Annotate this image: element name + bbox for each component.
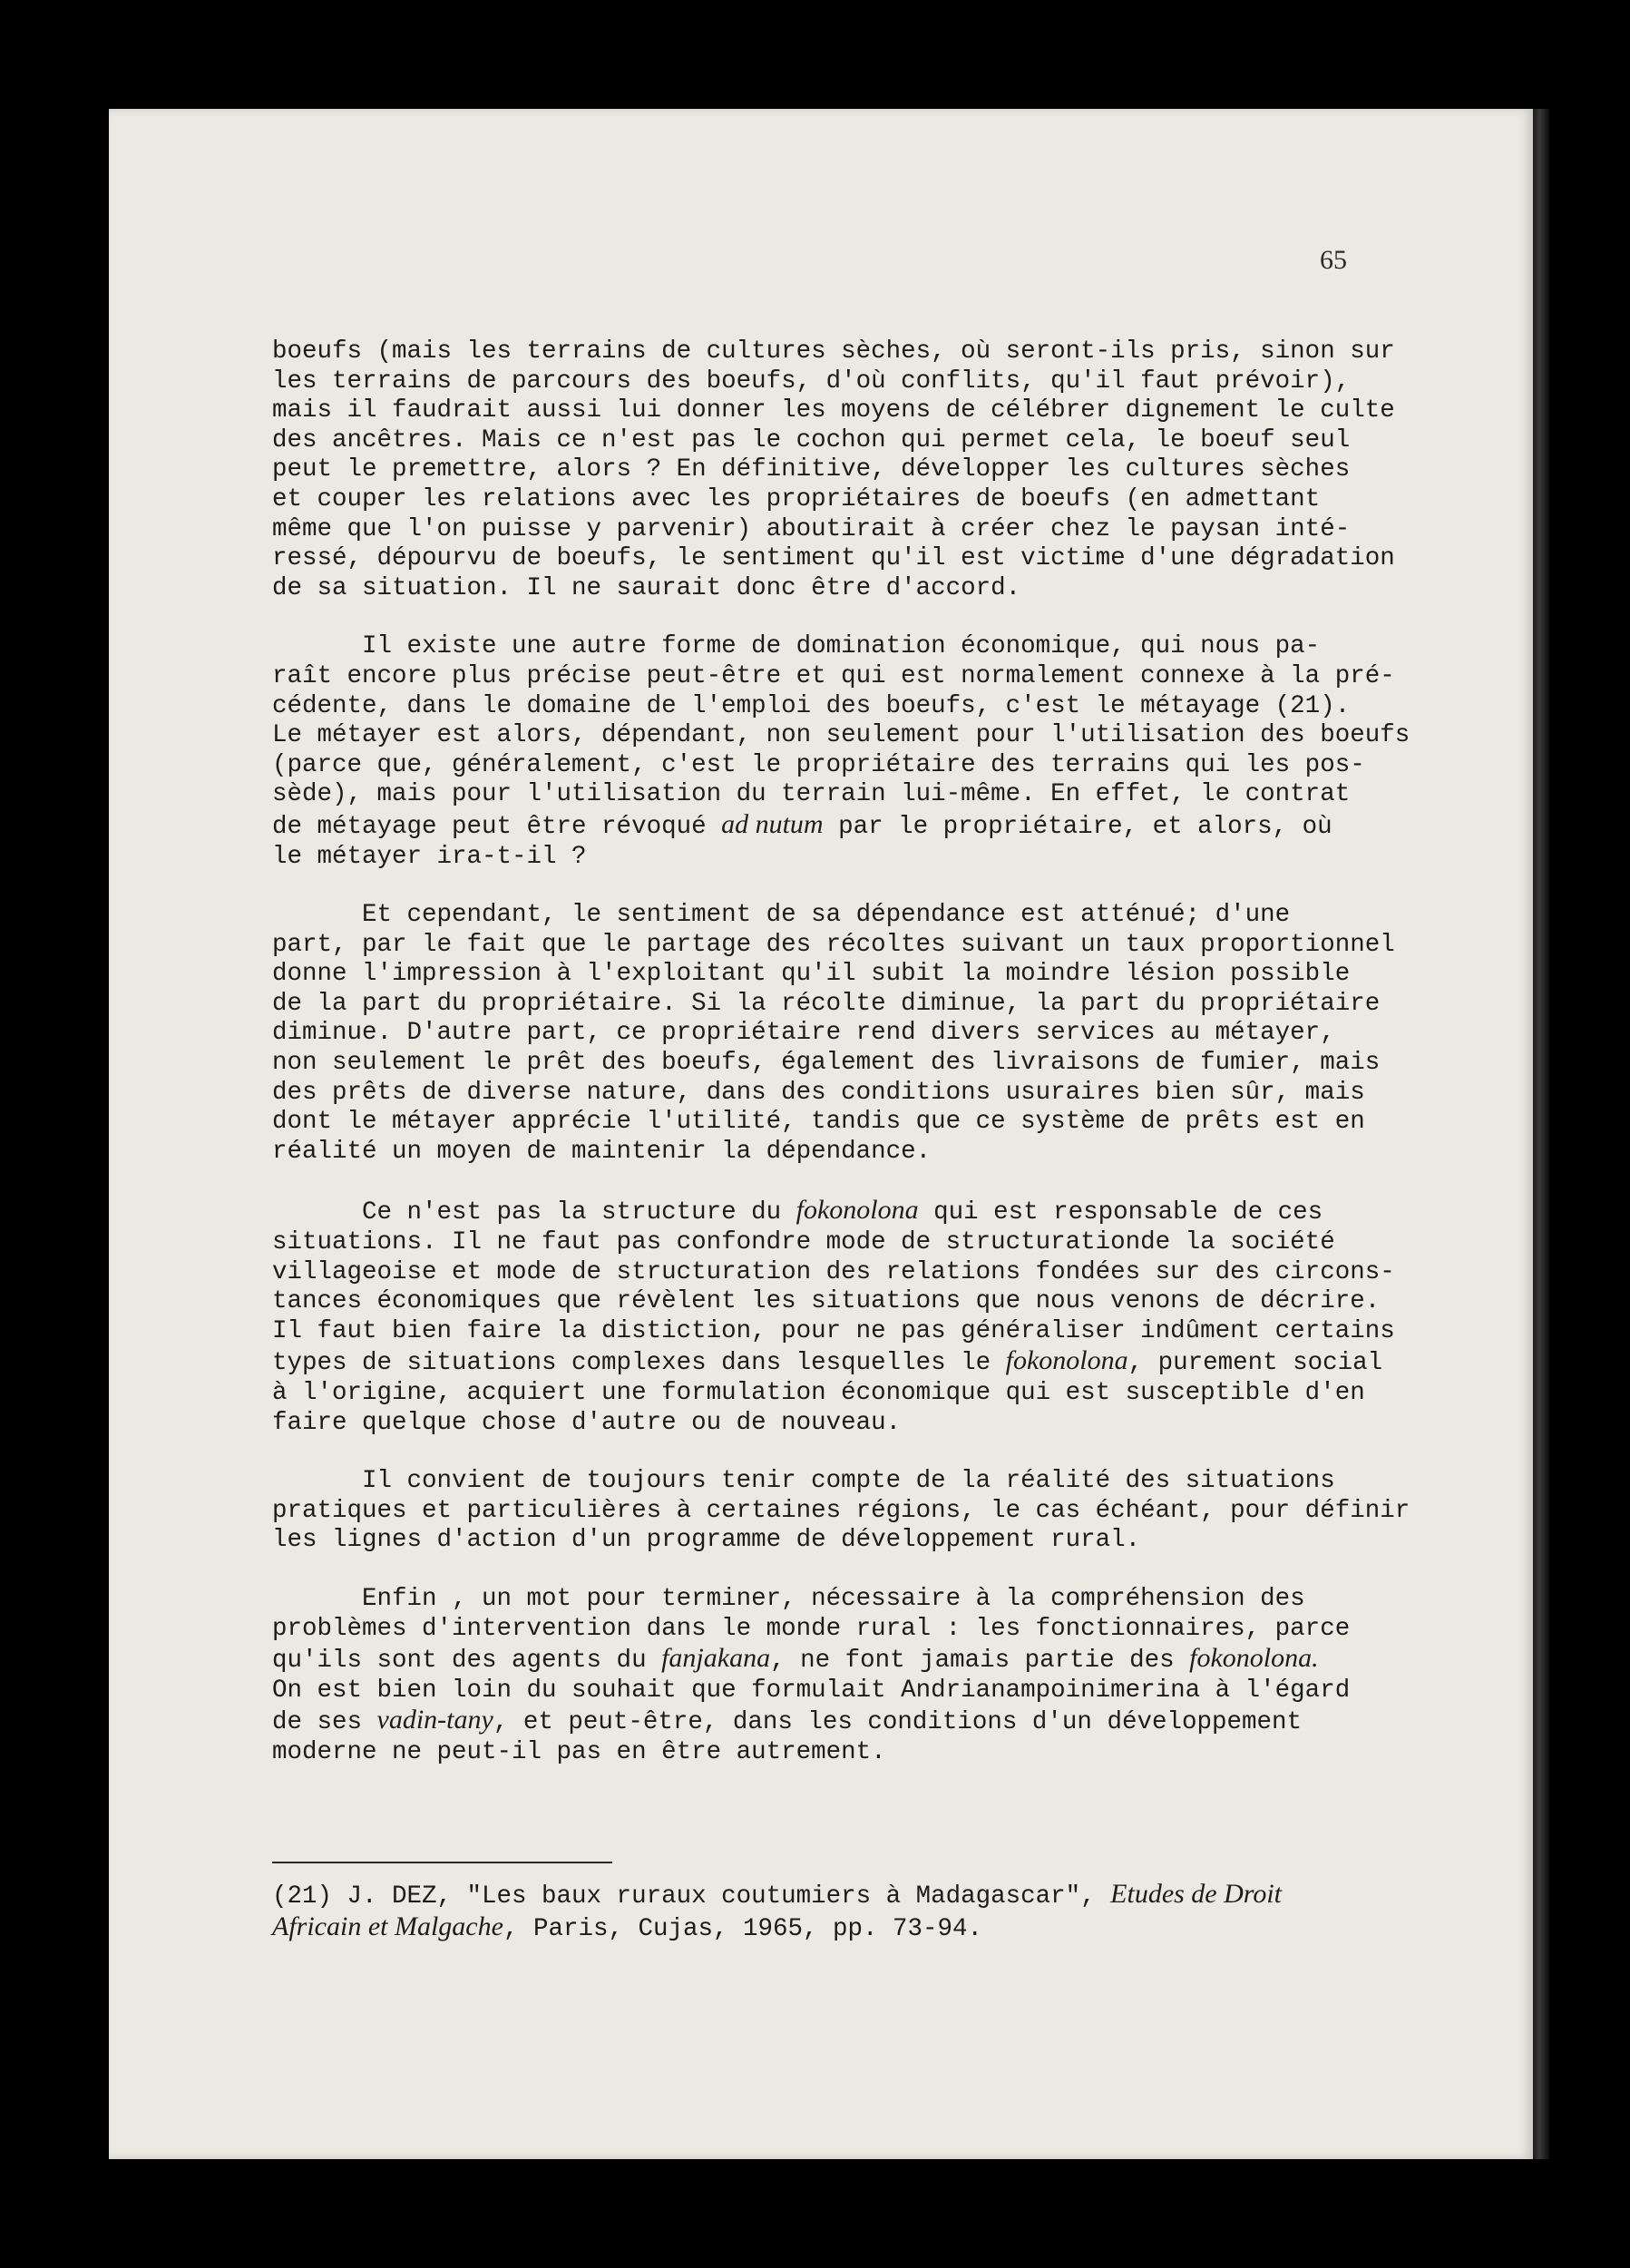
text-line: mais il faudrait aussi lui donner les moyens de célébrer dignement le culte [272, 396, 1395, 425]
paragraph-3 [272, 901, 1424, 1167]
text-line: Il existe une autre forme de domination économique, qui nous pa- [272, 632, 1321, 661]
text-line: de sa situation. Il ne saurait donc être d'accord. [272, 573, 1021, 602]
text-line: les terrains de parcours des boeufs, d'où conflits, qu'il faut prévoir), [272, 367, 1351, 396]
text-line: peut le premettre, alors ? En définitive, développer les cultures sèches [272, 455, 1351, 484]
italic-term: fokonolona [795, 1195, 919, 1226]
text-line: Il faut bien faire la distiction, pour ne pas généraliser indûment certains [272, 1316, 1395, 1345]
text-line: moderne ne peut-il pas en être autrement. [272, 1737, 886, 1766]
italic-term: fokonolona [1005, 1345, 1128, 1376]
footnote [272, 1880, 1424, 1944]
text-line [272, 1644, 1424, 1677]
text-line [272, 1196, 1424, 1228]
text-line: donne l'impression à l'exploitant qu'il subit la moindre lésion possible [272, 960, 1351, 989]
text-segment: qu'ils sont des agents du [272, 1647, 662, 1676]
text-line: Il convient de toujours tenir compte de la réalité des situations [272, 1467, 1335, 1496]
text-line [272, 810, 1424, 843]
text-line: le métayer ira-t-il ? [272, 842, 587, 871]
text-line: des prêts de diverse nature, dans des conditions usuraires bien sûr, mais [272, 1078, 1365, 1107]
italic-term: fanjakana [661, 1643, 771, 1674]
text-line [272, 1912, 1424, 1945]
text-line: diminue. D'autre part, ce propriétaire rend divers services au métayer, [272, 1019, 1335, 1048]
italic-title: Etudes de Droit [1110, 1879, 1283, 1909]
footnote-separator [272, 1862, 612, 1863]
italic-term: ad nutum [721, 808, 824, 839]
text-line: des ancêtres. Mais ce n'est pas le cochon qui permet cela, le boeuf seul [272, 425, 1351, 455]
text-segment: types de situations complexes dans lesquelles le [272, 1349, 1006, 1378]
paragraph-1 [272, 337, 1424, 603]
text-segment: qui est responsable de ces [918, 1198, 1323, 1227]
text-line: sède), mais pour l'utilisation du terrain lui-même. En effet, le contrat [272, 780, 1351, 809]
text-line: et couper les relations avec les propriétaires de boeufs (en admettant [272, 484, 1321, 513]
italic-term: fokonolona. [1189, 1643, 1319, 1674]
text-line: Enfin , un mot pour terminer, nécessaire à la compréhension des [272, 1584, 1305, 1613]
text-line: cédente, dans le domaine de l'emploi des boeufs, c'est le métayage (21). [272, 691, 1351, 720]
text-line: problèmes d'intervention dans le monde rural : les fonctionnaires, parce [272, 1614, 1351, 1643]
text-line: (parce que, généralement, c'est le propriétaire des terrains qui les pos- [272, 750, 1365, 779]
text-line [272, 1346, 1424, 1379]
text-segment: (21) J. DEZ, "Les baux ruraux coutumiers à Madagascar", [272, 1882, 1111, 1911]
text-line: ressé, dépourvu de boeufs, le sentiment qu'il est victime d'une dégradation [272, 544, 1395, 573]
text-line: faire quelque chose d'autre ou de nouveau. [272, 1408, 902, 1437]
paragraph-4 [272, 1196, 1424, 1438]
text-segment: , purement social [1127, 1349, 1383, 1378]
text-line: à l'origine, acquiert une formulation économique qui est susceptible d'en [272, 1379, 1365, 1407]
text-segment: par le propriétaire, et alors, où [823, 812, 1332, 841]
text-line: les lignes d'action d'un programme de développement rural. [272, 1526, 1141, 1555]
text-segment: , Paris, Cujas, 1965, pp. 73-94. [503, 1914, 983, 1943]
book-page-edge [1533, 109, 1549, 2159]
text-line: non seulement le prêt des boeufs, également des livraisons de fumier, mais [272, 1049, 1381, 1078]
italic-title: Africain et Malgache [272, 1911, 503, 1941]
text-line: boeufs (mais les terrains de cultures sèches, où seront-ils pris, sinon sur [272, 337, 1395, 366]
text-segment: de métayage peut être révoqué [272, 812, 722, 841]
text-segment: de ses [272, 1708, 377, 1737]
text-line: On est bien loin du souhait que formulait Andrianampoinimerina à l'égard [272, 1676, 1351, 1705]
text-line: Le métayer est alors, dépendant, non seulement pour l'utilisation des boeufs [272, 721, 1410, 750]
paragraph-2 [272, 632, 1424, 872]
text-line: raît encore plus précise peut-être et qui est normalement connexe à la pré- [272, 661, 1395, 690]
text-segment: , et peut-être, dans les conditions d'un développement [493, 1708, 1302, 1737]
text-segment: , ne font jamais partie des [770, 1647, 1190, 1676]
text-segment: Ce n'est pas la structure du [272, 1198, 796, 1227]
paragraph-6 [272, 1585, 1424, 1768]
text-line [272, 1880, 1424, 1912]
text-line: dont le métayer apprécie l'utilité, tandis que ce système de prêts est en [272, 1108, 1365, 1137]
text-line: même que l'on puisse y parvenir) aboutirait à créer chez le paysan inté- [272, 514, 1351, 543]
text-line [272, 1706, 1424, 1738]
text-line: tances économiques que révèlent les situations que nous venons de décrire. [272, 1287, 1381, 1316]
text-line: pratiques et particulières à certaines régions, le cas échéant, pour définir [272, 1496, 1410, 1525]
text-line: part, par le fait que le partage des récoltes suivant un taux proportionnel [272, 930, 1395, 959]
text-line: de la part du propriétaire. Si la récolte diminue, la part du propriétaire [272, 989, 1381, 1018]
page-number: 65 [1320, 245, 1347, 275]
paragraph-5 [272, 1467, 1424, 1556]
text-line: situations. Il ne faut pas confondre mode de structurationde la société [272, 1228, 1335, 1257]
italic-term: vadin-tany [376, 1705, 493, 1735]
text-line: réalité un moyen de maintenir la dépendance. [272, 1137, 932, 1166]
body-text [272, 337, 1424, 1768]
text-line: villageoise et mode de structuration des relations fondées sur des circons- [272, 1257, 1395, 1286]
text-line: Et cependant, le sentiment de sa dépendance est atténué; d'une [272, 901, 1291, 930]
